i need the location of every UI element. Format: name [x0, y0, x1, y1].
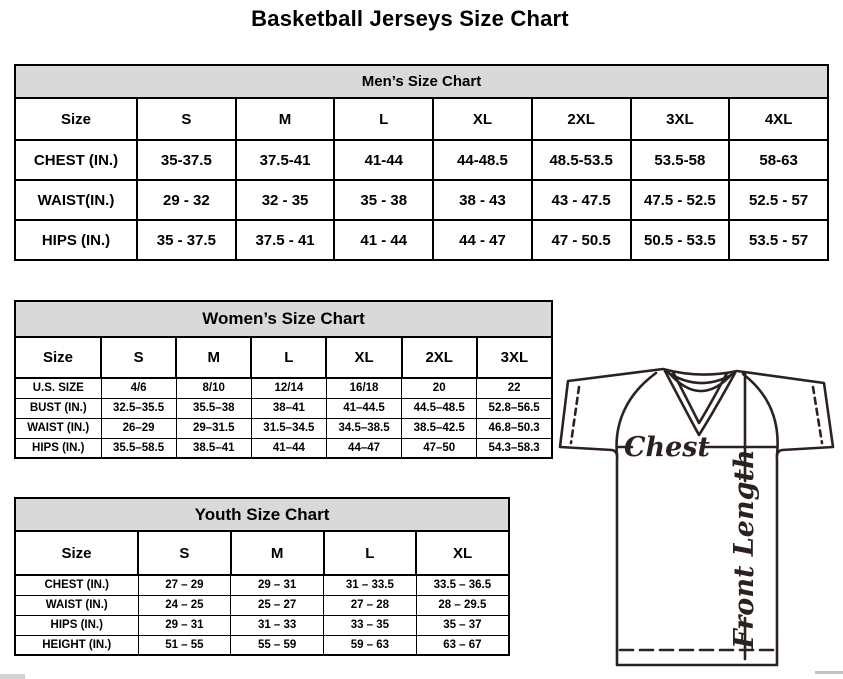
youth-cell: 31 – 33.5 [324, 575, 417, 595]
womens-row [15, 438, 552, 458]
womens-cell: 31.5–34.5 [251, 418, 326, 438]
youth-col-header-m: M [231, 531, 324, 575]
womens-cell: 44.5–48.5 [402, 398, 477, 418]
womens-cell: 44–47 [326, 438, 401, 458]
mens-row [15, 220, 828, 260]
mens-col-header-4xl: 4XL [729, 98, 828, 140]
jersey-measurement-diagram [556, 362, 838, 674]
mens-row [15, 180, 828, 220]
mens-row-label: WAIST(IN.) [15, 180, 137, 220]
youth-row-label: HEIGHT (IN.) [15, 635, 138, 655]
womens-cell: 12/14 [251, 378, 326, 398]
mens-column-header-row [15, 98, 828, 140]
mens-col-header-xl: XL [433, 98, 532, 140]
youth-row [15, 615, 509, 635]
womens-cell: 54.3–58.3 [477, 438, 552, 458]
womens-col-header-xl: XL [326, 337, 401, 378]
mens-chart-title: Men’s Size Chart [15, 65, 828, 98]
youth-row-label: CHEST (IN.) [15, 575, 138, 595]
mens-col-header-s: S [137, 98, 236, 140]
right-sleeve-seam [743, 374, 778, 455]
womens-cell: 38–41 [251, 398, 326, 418]
mens-cell: 44-48.5 [433, 140, 532, 180]
youth-size-chart-table [14, 497, 510, 656]
youth-col-header-s: S [138, 531, 231, 575]
youth-cell: 55 – 59 [231, 635, 324, 655]
mens-col-header-m: M [236, 98, 335, 140]
mens-cell: 44 - 47 [433, 220, 532, 260]
womens-cell: 26–29 [101, 418, 176, 438]
womens-chart-title: Women’s Size Chart [15, 301, 552, 337]
front-length-label: Front Length [729, 449, 760, 649]
chest-label: Chest [624, 432, 710, 463]
womens-cell: 4/6 [101, 378, 176, 398]
youth-row [15, 595, 509, 615]
mens-cell: 53.5 - 57 [729, 220, 828, 260]
womens-cell: 32.5–35.5 [101, 398, 176, 418]
youth-cell: 24 – 25 [138, 595, 231, 615]
womens-cell: 8/10 [176, 378, 251, 398]
youth-cell: 31 – 33 [231, 615, 324, 635]
youth-row-label: WAIST (IN.) [15, 595, 138, 615]
womens-row-label: BUST (IN.) [15, 398, 101, 418]
youth-cell: 35 – 37 [416, 615, 509, 635]
youth-col-header-xl: XL [416, 531, 509, 575]
mens-cell: 48.5-53.5 [532, 140, 631, 180]
mens-row [15, 140, 828, 180]
womens-cell: 47–50 [402, 438, 477, 458]
mens-col-header-l: L [334, 98, 433, 140]
mens-cell: 58-63 [729, 140, 828, 180]
youth-cell: 25 – 27 [231, 595, 324, 615]
womens-cell: 35.5–58.5 [101, 438, 176, 458]
youth-cell: 63 – 67 [416, 635, 509, 655]
mens-cell: 35 - 38 [334, 180, 433, 220]
womens-cell: 52.8–56.5 [477, 398, 552, 418]
womens-column-header-row [15, 337, 552, 378]
mens-cell: 37.5-41 [236, 140, 335, 180]
womens-col-header-2xl: 2XL [402, 337, 477, 378]
mens-cell: 53.5-58 [631, 140, 730, 180]
womens-row [15, 378, 552, 398]
womens-cell: 38.5–42.5 [402, 418, 477, 438]
womens-row-label: U.S. SIZE [15, 378, 101, 398]
youth-cell: 29 – 31 [231, 575, 324, 595]
mens-cell: 41-44 [334, 140, 433, 180]
womens-cell: 41–44 [251, 438, 326, 458]
right-cuff-stitch-line [813, 387, 822, 443]
youth-cell: 28 – 29.5 [416, 595, 509, 615]
mens-row-label: HIPS (IN.) [15, 220, 137, 260]
womens-col-header-s: S [101, 337, 176, 378]
womens-cell: 22 [477, 378, 552, 398]
mens-size-header: Size [15, 98, 137, 140]
womens-row-label: WAIST (IN.) [15, 418, 101, 438]
womens-size-header: Size [15, 337, 101, 378]
page-title: Basketball Jerseys Size Chart [251, 6, 569, 31]
youth-row-label: HIPS (IN.) [15, 615, 138, 635]
womens-row [15, 398, 552, 418]
youth-row [15, 635, 509, 655]
womens-col-header-3xl: 3XL [477, 337, 552, 378]
mens-cell: 43 - 47.5 [532, 180, 631, 220]
mens-cell: 47 - 50.5 [532, 220, 631, 260]
womens-col-header-l: L [251, 337, 326, 378]
youth-cell: 27 – 28 [324, 595, 417, 615]
youth-cell: 59 – 63 [324, 635, 417, 655]
womens-cell: 46.8–50.3 [477, 418, 552, 438]
womens-size-chart-table [14, 300, 553, 459]
womens-cell: 34.5–38.5 [326, 418, 401, 438]
mens-cell: 32 - 35 [236, 180, 335, 220]
mens-col-header-2xl: 2XL [532, 98, 631, 140]
youth-size-header: Size [15, 531, 138, 575]
womens-cell: 41–44.5 [326, 398, 401, 418]
womens-cell: 38.5–41 [176, 438, 251, 458]
mens-col-header-3xl: 3XL [631, 98, 730, 140]
womens-cell: 16/18 [326, 378, 401, 398]
mens-size-chart-table [14, 64, 829, 261]
youth-cell: 29 – 31 [138, 615, 231, 635]
left-cuff-stitch-line [571, 387, 579, 443]
mens-cell: 52.5 - 57 [729, 180, 828, 220]
womens-row-label: HIPS (IN.) [15, 438, 101, 458]
mens-cell: 50.5 - 53.5 [631, 220, 730, 260]
mens-cell: 41 - 44 [334, 220, 433, 260]
mens-cell: 35 - 37.5 [137, 220, 236, 260]
horizontal-scrollbar-fragment-left[interactable] [0, 674, 25, 679]
youth-cell: 51 – 55 [138, 635, 231, 655]
youth-cell: 33 – 35 [324, 615, 417, 635]
youth-chart-title: Youth Size Chart [15, 498, 509, 531]
youth-row [15, 575, 509, 595]
youth-col-header-l: L [324, 531, 417, 575]
womens-row [15, 418, 552, 438]
womens-cell: 29–31.5 [176, 418, 251, 438]
mens-cell: 35-37.5 [137, 140, 236, 180]
horizontal-scrollbar-fragment-right[interactable] [815, 671, 843, 674]
youth-cell: 27 – 29 [138, 575, 231, 595]
womens-cell: 35.5–38 [176, 398, 251, 418]
youth-cell: 33.5 – 36.5 [416, 575, 509, 595]
mens-cell: 47.5 - 52.5 [631, 180, 730, 220]
mens-cell: 38 - 43 [433, 180, 532, 220]
jersey-outline [560, 369, 833, 665]
mens-cell: 29 - 32 [137, 180, 236, 220]
womens-col-header-m: M [176, 337, 251, 378]
mens-cell: 37.5 - 41 [236, 220, 335, 260]
mens-row-label: CHEST (IN.) [15, 140, 137, 180]
youth-column-header-row [15, 531, 509, 575]
womens-cell: 20 [402, 378, 477, 398]
